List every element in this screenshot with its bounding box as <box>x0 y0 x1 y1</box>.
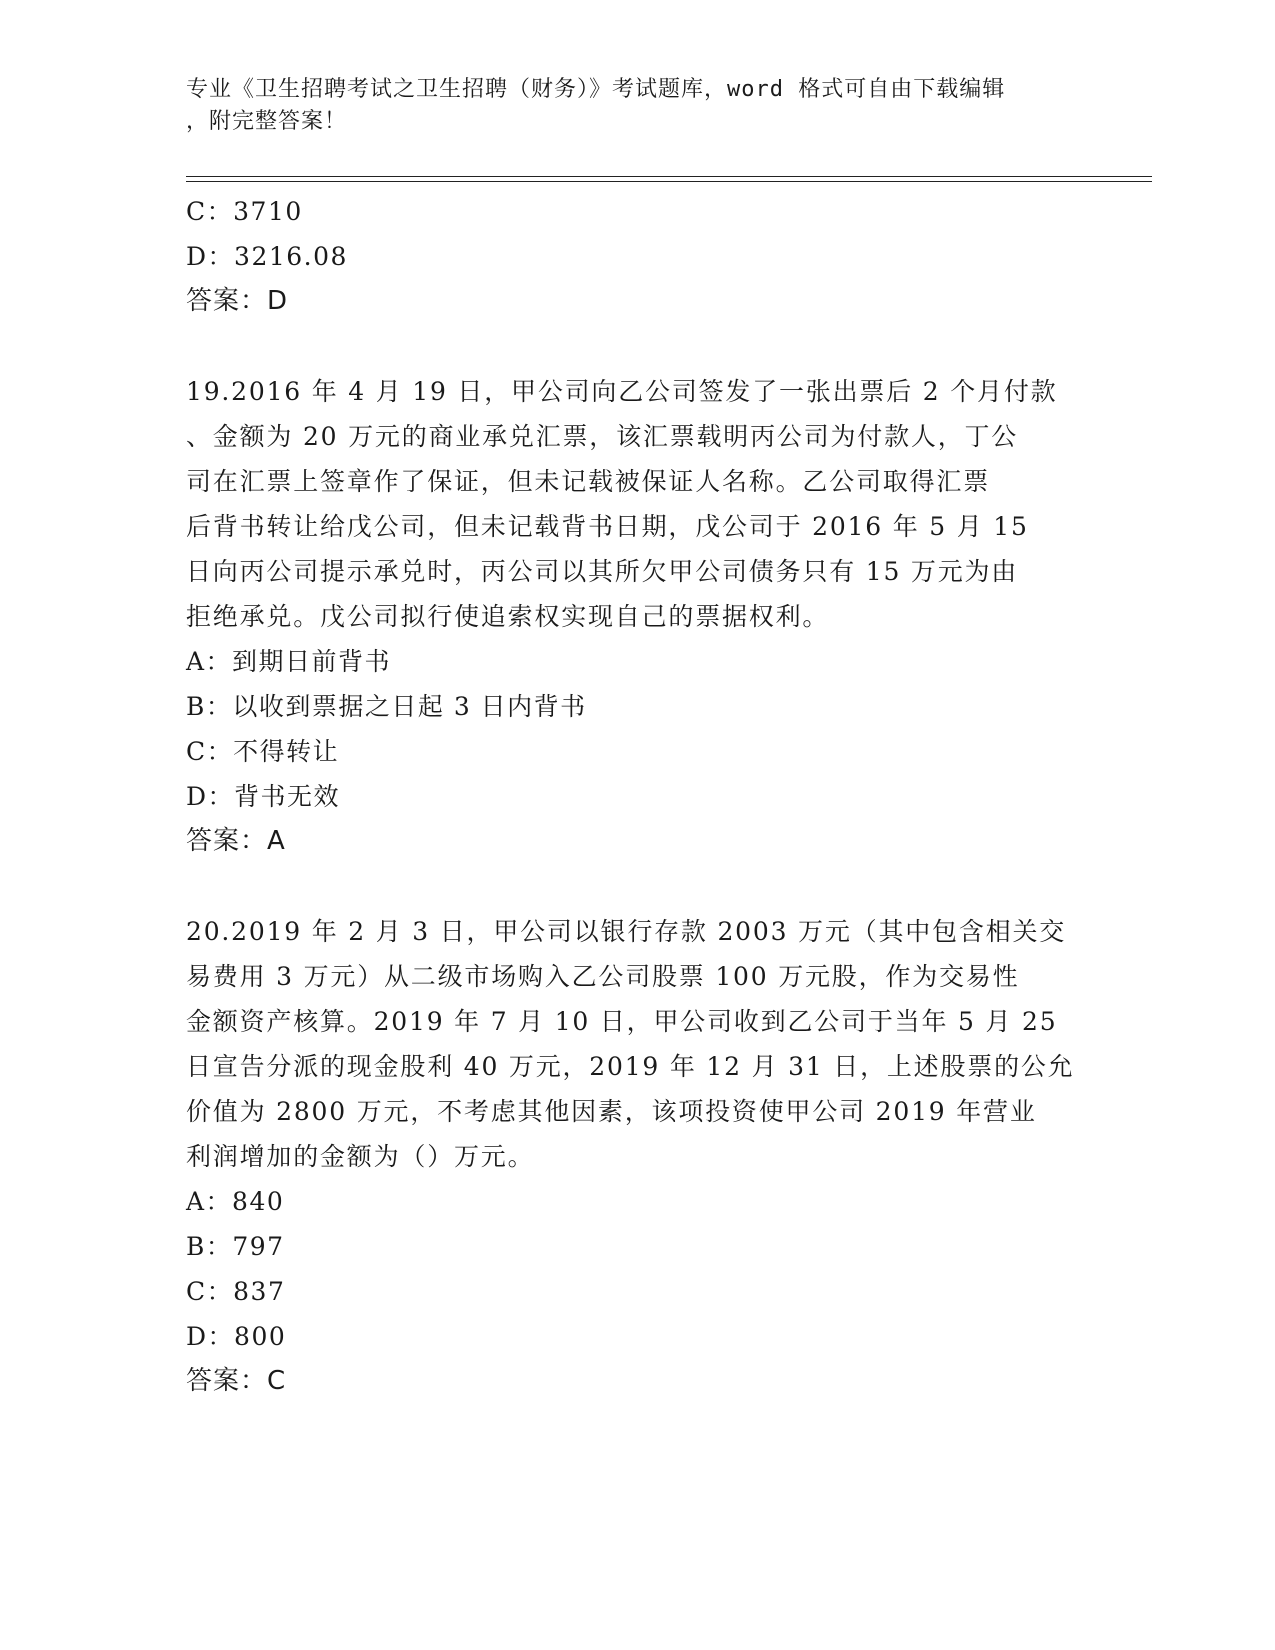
q20-stem-line: 利润增加的金额为（）万元。 <box>186 1142 535 1171</box>
q19-stem-line: 拒绝承兑。戊公司拟行使追索权实现自己的票据权利。 <box>186 602 830 631</box>
document-content <box>186 189 1086 1404</box>
q19-option-d: D：背书无效 <box>186 782 341 811</box>
q20-stem <box>186 909 1086 1179</box>
spacer <box>186 864 1086 909</box>
q18-option-c: C：3710 <box>186 197 303 226</box>
q19-stem-line: 19.2016 年 4 月 19 日，甲公司向乙公司签发了一张出票后 2 个月付款 <box>186 377 1058 406</box>
q20-answer: 答案：C <box>186 1366 287 1396</box>
q19-option-b: B：以收到票据之日起 3 日内背书 <box>186 692 587 721</box>
q19-answer: 答案：A <box>186 826 286 856</box>
header-divider-bottom <box>186 181 1152 182</box>
q19-stem-line: 后背书转让给戊公司，但未记载背书日期，戊公司于 2016 年 5 月 15 <box>186 512 1029 541</box>
q20-stem-line: 易费用 3 万元）从二级市场购入乙公司股票 100 万元股，作为交易性 <box>186 962 1020 991</box>
spacer <box>186 324 1086 369</box>
question-20 <box>186 909 1086 1404</box>
q20-stem-line: 日宣告分派的现金股利 40 万元，2019 年 12 月 31 日，上述股票的公允 <box>186 1052 1075 1081</box>
q19-stem <box>186 369 1086 639</box>
q20-option-a: A：840 <box>186 1187 285 1216</box>
q18-option-d: D：3216.08 <box>186 242 348 271</box>
q20-stem-line: 价值为 2800 万元，不考虑其他因素，该项投资使甲公司 2019 年营业 <box>186 1097 1037 1126</box>
q20-option-b: B：797 <box>186 1232 285 1261</box>
header-line-2: ，附完整答案！ <box>186 109 348 134</box>
q20-stem-line: 金额资产核算。2019 年 7 月 10 日，甲公司收到乙公司于当年 5 月 25 <box>186 1007 1058 1036</box>
q20-option-c: C：837 <box>186 1277 286 1306</box>
question-18-tail <box>186 189 1086 324</box>
q19-stem-line: 司在汇票上签章作了保证，但未记载被保证人名称。乙公司取得汇票 <box>186 467 991 496</box>
q20-stem-line: 20.2019 年 2 月 3 日，甲公司以银行存款 2003 万元（其中包含相关交 <box>186 917 1067 946</box>
q19-option-a: A：到期日前背书 <box>186 647 392 676</box>
q18-answer: 答案：D <box>186 286 289 316</box>
q19-stem-line: 、金额为 20 万元的商业承兑汇票，该汇票载明丙公司为付款人，丁公 <box>186 422 1019 451</box>
document-header <box>186 74 1066 138</box>
q20-option-d: D：800 <box>186 1322 287 1351</box>
q19-option-c: C：不得转让 <box>186 737 340 766</box>
header-line-1: 专业《卫生招聘考试之卫生招聘（财务）》考试题库，word 格式可自由下载编辑 <box>186 77 1006 102</box>
question-19 <box>186 369 1086 864</box>
q19-stem-line: 日向丙公司提示承兑时，丙公司以其所欠甲公司债务只有 15 万元为由 <box>186 557 1019 586</box>
header-divider-top <box>186 176 1152 177</box>
